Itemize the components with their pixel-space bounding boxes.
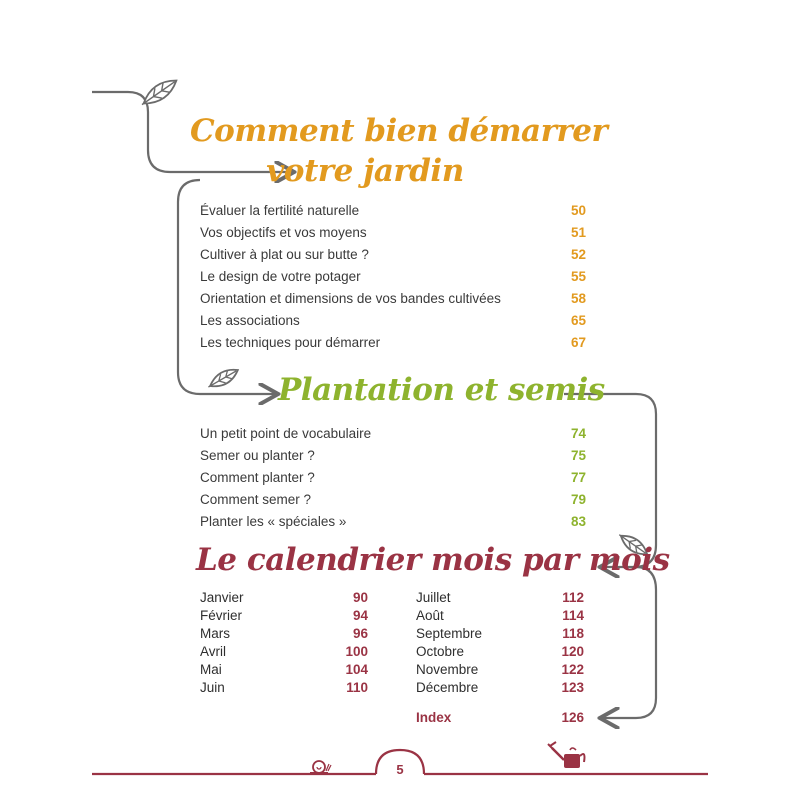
month-label: Septembre <box>416 626 483 641</box>
toc-entry[interactable] <box>200 445 586 467</box>
section-2-title: Plantation et semis <box>278 372 605 408</box>
index-page: 126 <box>561 710 584 725</box>
toc-entry-label: Planter les « spéciales » <box>200 514 347 529</box>
section-3-title: Le calendrier mois par mois <box>196 542 670 578</box>
toc-entry-label: Cultiver à plat ou sur butte ? <box>200 247 369 262</box>
toc-entry[interactable] <box>200 288 586 310</box>
month-entry[interactable] <box>200 679 368 697</box>
month-entry[interactable] <box>200 661 368 679</box>
toc-entry-page: 55 <box>570 269 586 284</box>
month-page: 110 <box>346 680 368 695</box>
snail-icon <box>310 761 331 773</box>
month-page: 100 <box>345 644 368 659</box>
toc-entry-page: 50 <box>570 203 586 218</box>
toc-entry-page: 83 <box>570 514 586 529</box>
month-page: 120 <box>561 644 584 659</box>
path-line-4 <box>602 567 656 718</box>
toc-entry[interactable] <box>200 310 586 332</box>
toc-entry[interactable] <box>200 222 586 244</box>
toc-entry-page: 79 <box>570 492 586 507</box>
month-page: 118 <box>562 626 584 641</box>
toc-entry-label: Évaluer la fertilité naturelle <box>200 203 360 218</box>
toc-entry[interactable] <box>200 489 586 511</box>
month-label: Octobre <box>416 644 465 659</box>
month-entry[interactable] <box>416 625 584 643</box>
toc-entry-page: 58 <box>570 291 586 306</box>
month-label: Février <box>200 608 243 623</box>
toc-entry-page: 77 <box>570 470 586 485</box>
month-label: Mars <box>200 626 230 641</box>
month-label: Juin <box>200 680 225 695</box>
toc-entry-page: 67 <box>570 335 586 350</box>
month-label: Décembre <box>416 680 479 695</box>
toc-entry-page: 75 <box>570 448 586 463</box>
month-entry[interactable] <box>200 625 368 643</box>
watering-can-icon <box>548 742 585 768</box>
toc-entry[interactable] <box>200 467 586 489</box>
month-label: Janvier <box>200 590 244 605</box>
month-page: 104 <box>345 662 368 677</box>
toc-entry-label: Semer ou planter ? <box>200 448 315 463</box>
month-page: 122 <box>561 662 584 677</box>
month-label: Août <box>416 608 444 623</box>
month-label: Mai <box>200 662 222 677</box>
months-column-left <box>200 589 368 697</box>
month-entry[interactable] <box>416 661 584 679</box>
toc-entry[interactable] <box>200 332 586 354</box>
section-1-title-line-1: Comment bien démarrer <box>190 113 608 149</box>
toc-entry-label: Le design de votre potager <box>200 269 361 284</box>
toc-entry[interactable] <box>200 266 586 288</box>
month-page: 114 <box>562 608 584 623</box>
toc-entry-label: Comment semer ? <box>200 492 312 507</box>
month-entry[interactable] <box>200 589 368 607</box>
toc-entry[interactable] <box>200 423 586 445</box>
month-label: Novembre <box>416 662 479 677</box>
month-entry[interactable] <box>416 643 584 661</box>
toc-entry-page: 51 <box>570 225 586 240</box>
leaf-icon <box>205 365 240 392</box>
section-1-entries <box>200 200 586 354</box>
month-label: Juillet <box>416 590 451 605</box>
month-entry[interactable] <box>200 643 368 661</box>
toc-entry-label: Orientation et dimensions de vos bandes cultivées <box>200 291 501 306</box>
month-entry[interactable] <box>200 607 368 625</box>
toc-entry[interactable] <box>200 200 586 222</box>
month-page: 123 <box>561 680 584 695</box>
toc-entry-label: Vos objectifs et vos moyens <box>200 225 367 240</box>
page-number: 5 <box>396 762 404 777</box>
month-label: Avril <box>200 644 227 659</box>
toc-entry-label: Les associations <box>200 313 300 328</box>
toc-entry-label: Les techniques pour démarrer <box>200 335 381 350</box>
section-1-title-line-2: votre jardin <box>266 153 464 189</box>
toc-entry-page: 52 <box>570 247 586 262</box>
index-entry[interactable] <box>416 709 584 727</box>
month-entry[interactable] <box>416 589 584 607</box>
section-2-entries <box>200 423 586 533</box>
toc-entry[interactable] <box>200 511 586 533</box>
month-entry[interactable] <box>416 679 584 697</box>
months-column-right <box>416 589 584 697</box>
month-page: 112 <box>562 590 584 605</box>
toc-entry-page: 74 <box>570 426 586 441</box>
toc-entry[interactable] <box>200 244 586 266</box>
month-page: 90 <box>352 590 368 605</box>
toc-entry-label: Un petit point de vocabulaire <box>200 426 372 441</box>
month-entry[interactable] <box>416 607 584 625</box>
toc-entry-page: 65 <box>570 313 586 328</box>
month-page: 94 <box>352 608 368 623</box>
leaf-icon <box>138 75 180 111</box>
month-page: 96 <box>352 626 368 641</box>
index-label: Index <box>416 710 452 725</box>
toc-entry-label: Comment planter ? <box>200 470 315 485</box>
